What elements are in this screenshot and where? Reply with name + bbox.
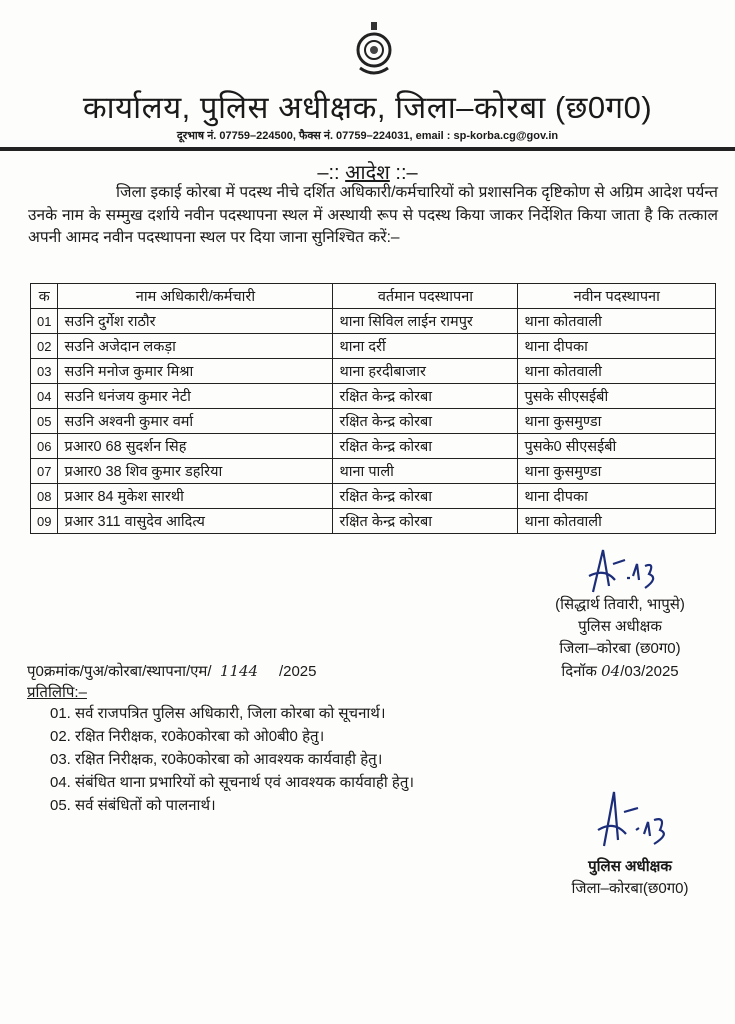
table-row (31, 434, 716, 459)
row-serial: 03 (31, 359, 58, 384)
row-current-posting: रक्षित केन्द्र कोरबा (333, 434, 518, 459)
copy-item: 02. रक्षित निरीक्षक, र0के0कोरबा को ओ0बी0 हेतु। (50, 728, 325, 745)
order-body: जिला इकाई कोरबा में पदस्थ नीचे दर्शित अधिकारी/कर्मचारियों को प्रशासनिक दृष्टिकोण से अग्रिम आदेश पर्यन्त उनके नाम के सम्मुख दर्शाये नवीन पदस्थापना स्थल में अस्थायी रूप से पदस्थ किया जाकर निर्देशित किया जाता है कि तत्काल अपनी आमद नवीन पदस्थापना स्थल पर दिया जाना सुनिश्चित करें:– (28, 184, 718, 246)
table-row (31, 409, 716, 434)
footer-signatory-block (530, 856, 730, 900)
row-new-posting: थाना कोतवाली (518, 509, 716, 534)
footer-designation: पुलिस अधीक्षक (588, 858, 672, 875)
signatory-name: (सिद्धार्थ तिवारी, भापुसे) (555, 596, 685, 613)
row-new-posting: थाना दीपका (518, 484, 716, 509)
row-current-posting: रक्षित केन्द्र कोरबा (333, 484, 518, 509)
row-serial: 09 (31, 509, 58, 534)
table-row (31, 359, 716, 384)
header-divider (0, 147, 735, 151)
footer-district: जिला–कोरबा(छ0ग0) (571, 880, 689, 897)
row-current-posting: थाना पाली (333, 459, 518, 484)
row-new-posting: पुसके सीएसईबी (518, 384, 716, 409)
row-current-posting: थाना हरदीबाजार (333, 359, 518, 384)
copy-to-label: प्रतिलिपि:– (27, 684, 87, 701)
row-current-posting: थाना दर्री (333, 334, 518, 359)
row-current-posting: थाना सिविल लाईन रामपुर (333, 309, 518, 334)
copy-item: 03. रक्षित निरीक्षक, र0के0कोरबा को आवश्यक कार्यवाही हेतु। (50, 751, 383, 768)
row-name: सउनि मनोज कुमार मिश्रा (58, 359, 333, 384)
row-serial: 08 (31, 484, 58, 509)
row-serial: 02 (31, 334, 58, 359)
row-name: प्रआर0 68 सुदर्शन सिह (58, 434, 333, 459)
row-name: सउनि अजेदान लकड़ा (58, 334, 333, 359)
table-row (31, 484, 716, 509)
row-serial: 04 (31, 384, 58, 409)
col-name: नाम अधिकारी/कर्मचारी (58, 284, 333, 309)
row-new-posting: पुसके0 सीएसईबी (518, 434, 716, 459)
row-new-posting: थाना कोतवाली (518, 309, 716, 334)
signatory-district: जिला–कोरबा (छ0ग0) (559, 640, 681, 657)
row-serial: 07 (31, 459, 58, 484)
transfer-table (30, 283, 716, 534)
date-day-handwritten: 04 (601, 662, 621, 680)
table-row (31, 509, 716, 534)
col-current-posting: वर्तमान पदस्थापना (333, 284, 518, 309)
row-serial: 01 (31, 309, 58, 334)
row-current-posting: रक्षित केन्द्र कोरबा (333, 384, 518, 409)
copy-item: 01. सर्व राजपत्रित पुलिस अधिकारी, जिला कोरबा को सूचनार्थ। (50, 705, 386, 722)
date-rest: /03/2025 (620, 663, 679, 680)
col-serial: क (31, 284, 58, 309)
copy-item: 05. सर्व संबंधितों को पालनार्थ। (50, 797, 216, 814)
table-row (31, 384, 716, 409)
copy-item: 04. संबंधित थाना प्रभारियों को सूचनार्थ एवं आवश्यक कार्यवाही हेतु। (50, 774, 415, 791)
reference-prefix: पृ0क्रमांक/पुअ/कोरबा/स्थापना/एम/ (27, 663, 212, 680)
contact-line: दूरभाष नं. 07759–224500, फैक्स नं. 07759–224031, email : sp-korba.cg@gov.in (176, 130, 559, 142)
table-header-row (31, 284, 716, 309)
row-name: सउनि अश्वनी कुमार वर्मा (58, 409, 333, 434)
reference-year: /2025 (278, 663, 317, 680)
order-heading (0, 158, 735, 185)
date-label: दिनॉक (561, 663, 597, 680)
table-row (31, 459, 716, 484)
signatory-designation: पुलिस अधीक्षक (578, 618, 662, 635)
row-new-posting: थाना कुसमुण्डा (518, 409, 716, 434)
office-title: कार्यालय, पुलिस अधीक्षक, जिला–कोरबा (छ0ग0) (82, 90, 653, 125)
heading-text: आदेश (345, 162, 390, 184)
row-serial: 06 (31, 434, 58, 459)
heading-prefix: –:: (317, 162, 346, 184)
row-name: सउनि दुर्गेश राठौर (58, 309, 333, 334)
table-row (31, 334, 716, 359)
row-current-posting: रक्षित केन्द्र कोरबा (333, 509, 518, 534)
signature (590, 790, 680, 850)
row-name: प्रआर0 38 शिव कुमार डहरिया (58, 459, 333, 484)
reference-number-handwritten: 1144 (219, 662, 259, 680)
reference-number (27, 661, 317, 681)
signature (575, 546, 665, 594)
col-new-posting: नवीन पदस्थापना (518, 284, 716, 309)
heading-suffix: ::– (389, 162, 418, 184)
row-new-posting: थाना कुसमुण्डा (518, 459, 716, 484)
copy-list (50, 702, 414, 817)
row-name: प्रआर 311 वासुदेव आदित्य (58, 509, 333, 534)
row-new-posting: थाना दीपका (518, 334, 716, 359)
row-name: प्रआर 84 मुकेश सारथी (58, 484, 333, 509)
table-row (31, 309, 716, 334)
police-emblem-icon (352, 22, 396, 78)
order-date (520, 660, 720, 683)
row-name: सउनि धनंजय कुमार नेटी (58, 384, 333, 409)
signatory-block (520, 594, 720, 683)
row-serial: 05 (31, 409, 58, 434)
row-new-posting: थाना कोतवाली (518, 359, 716, 384)
row-current-posting: रक्षित केन्द्र कोरबा (333, 409, 518, 434)
